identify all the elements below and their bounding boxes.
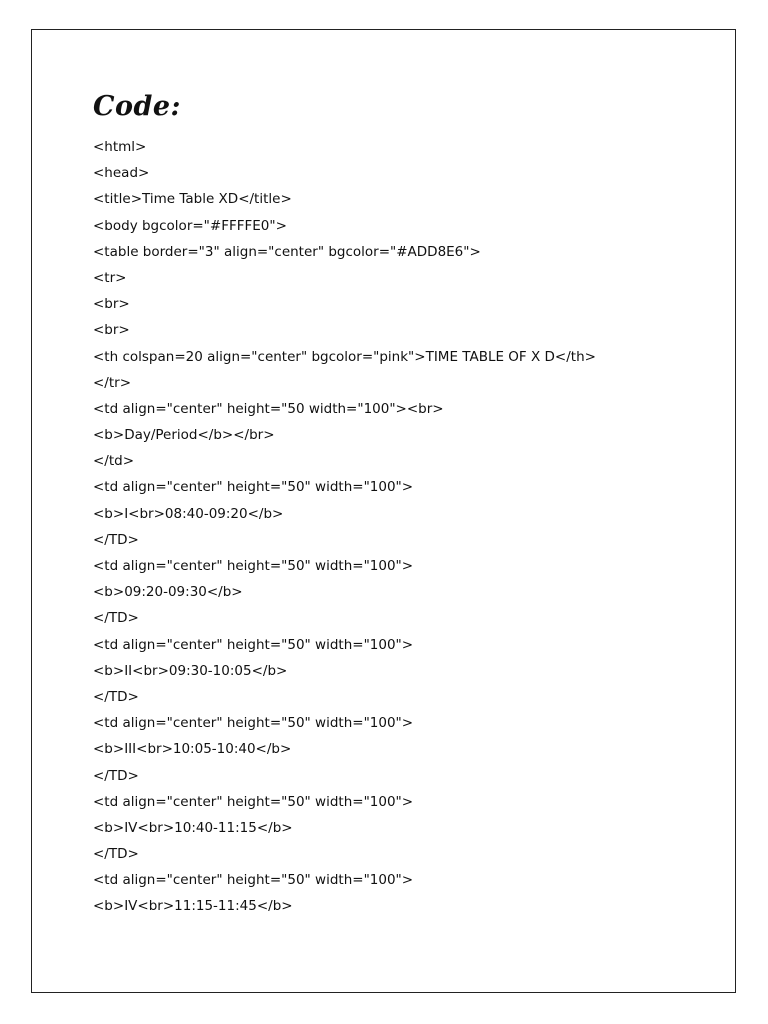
- code-line: <b>09:20-09:30</b>: [93, 584, 243, 601]
- code-line: <b>III<br>10:05-10:40</b>: [93, 741, 292, 758]
- page-heading: Code:: [93, 91, 182, 122]
- code-line: <title>Time Table XD</title>: [93, 191, 292, 208]
- code-line: <td align="center" height="50" width="100">: [93, 793, 414, 810]
- code-line: </TD>: [93, 846, 139, 863]
- page-frame: [31, 29, 736, 993]
- code-line: <td align="center" height="50 width="100"><br>: [93, 400, 444, 417]
- code-line: </tr>: [93, 374, 132, 391]
- code-line: </td>: [93, 453, 135, 470]
- code-line: <td align="center" height="50" width="100">: [93, 479, 414, 496]
- code-line: <th colspan=20 align="center" bgcolor="pink">TIME TABLE OF X D</th>: [93, 348, 596, 365]
- code-line: <head>: [93, 165, 150, 182]
- code-line: </TD>: [93, 767, 139, 784]
- code-line: <b>I<br>08:40-09:20</b>: [93, 505, 284, 522]
- code-line: <body bgcolor="#FFFFE0">: [93, 217, 287, 234]
- code-line: <td align="center" height="50" width="100">: [93, 636, 414, 653]
- code-line: </TD>: [93, 688, 139, 705]
- code-line: </TD>: [93, 610, 139, 627]
- code-line: <html>: [93, 139, 147, 155]
- code-line: <b>IV<br>11:15-11:45</b>: [93, 898, 293, 915]
- code-line: <td align="center" height="50" width="100">: [93, 872, 414, 889]
- code-line: <br>: [93, 322, 130, 339]
- code-line: <tr>: [93, 269, 127, 286]
- code-line: <td align="center" height="50" width="100">: [93, 558, 414, 574]
- code-listing: [93, 134, 596, 920]
- code-line: <table border="3" align="center" bgcolor="#ADD8E6">: [93, 243, 481, 260]
- code-line: <br>: [93, 296, 130, 313]
- code-line: </TD>: [93, 531, 139, 548]
- code-line: <b>IV<br>10:40-11:15</b>: [93, 819, 293, 836]
- code-line: <b>Day/Period</b></br>: [93, 427, 275, 444]
- code-line: <td align="center" height="50" width="100">: [93, 715, 414, 732]
- code-line: <b>II<br>09:30-10:05</b>: [93, 662, 288, 679]
